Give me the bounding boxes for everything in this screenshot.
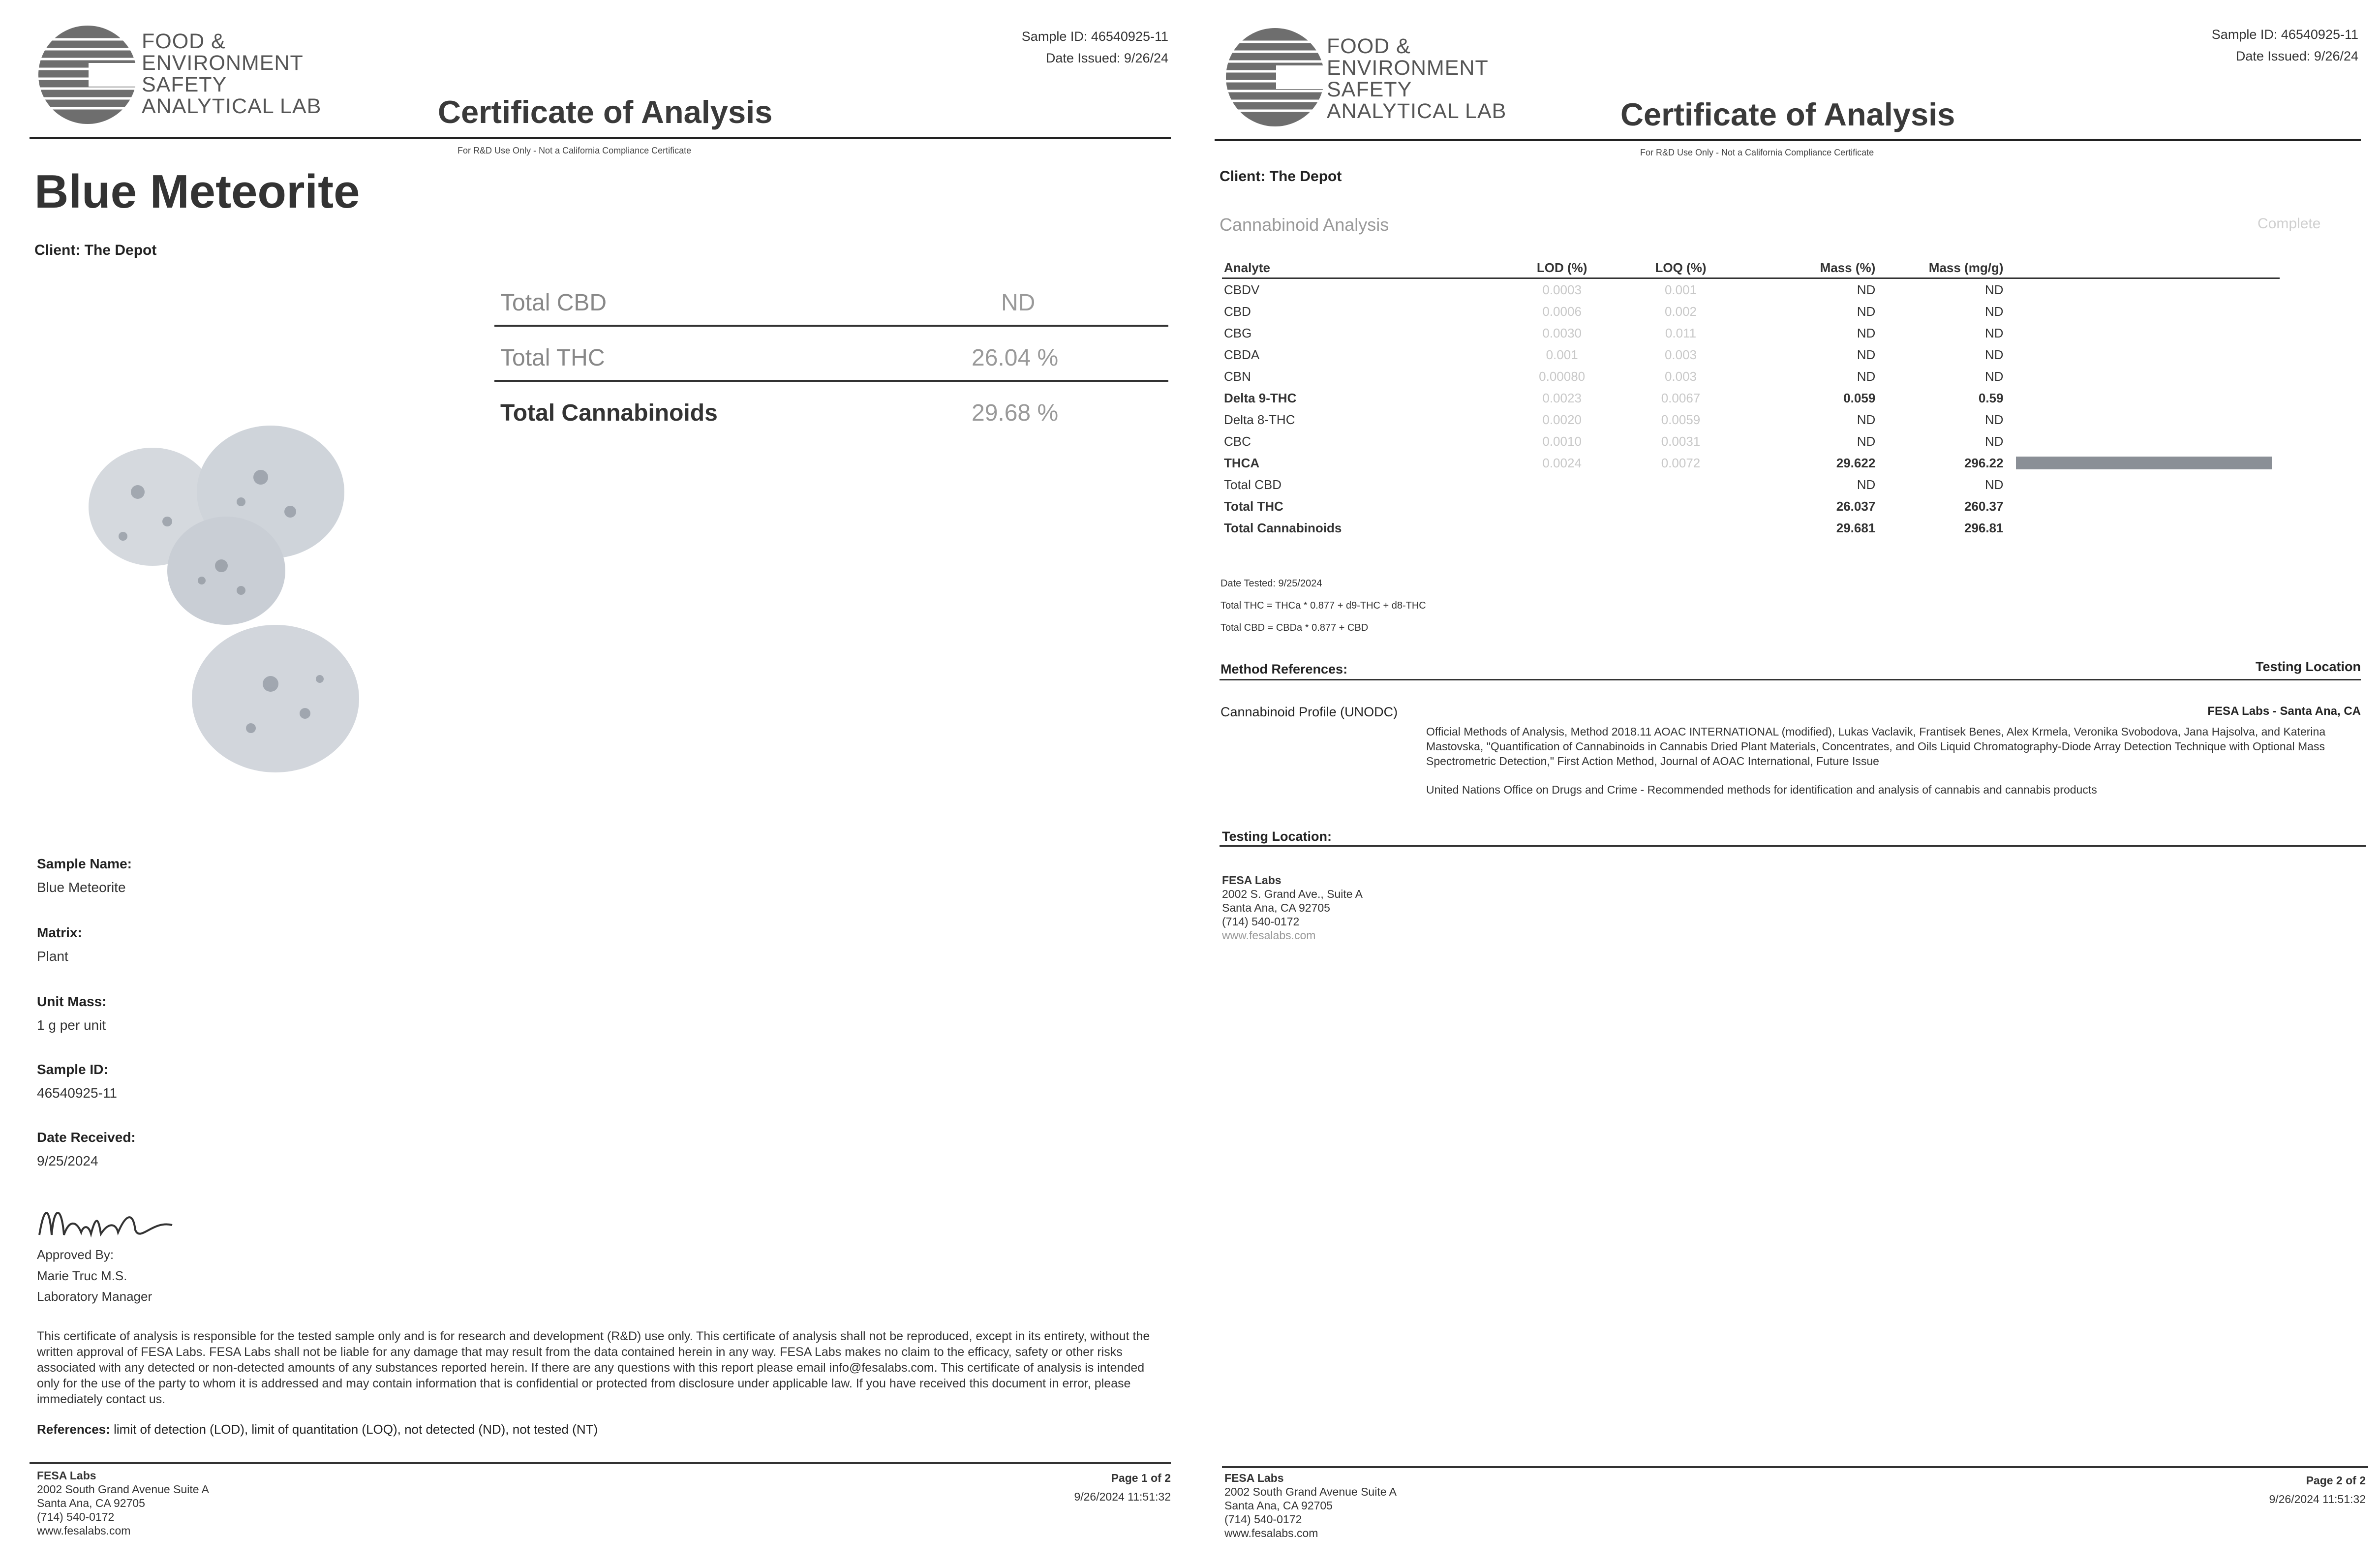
cell-lod xyxy=(1502,474,1621,495)
cell-mass-pct: ND xyxy=(1857,433,1876,449)
footer-addr-line: Santa Ana, CA 92705 xyxy=(1224,1499,1333,1512)
disclaimer: This certificate of analysis is responsible for the tested sample only and is for research and development (R&D) use only. This certificate of analysis shall not be reproduced, except in its entirety, without the written approval of FESA Labs. FESA Labs shall not be liable for any damage that may result from the data contained herein in any way. FESA Labs makes no claim to the efficacy, safety or other risks associated with any detected or non-detected amounts of any substances reported herein. If there are any questions with this report please email info@fesalabs.com. This certificate of analysis is intended only for the use of the party to whom it is addressed and may contain information that is confidential or protected from disclosure under applicable law. If you have received this document in error, please immediately contact us. xyxy=(37,1329,1150,1406)
cell-mass-mg: ND xyxy=(1984,282,2004,297)
summary-row-cbd xyxy=(494,276,1168,327)
field-label: Sample ID: xyxy=(37,1062,108,1077)
col-bar xyxy=(2005,258,2280,278)
footer-divider xyxy=(30,1462,1171,1464)
cell-mass-mg: ND xyxy=(1984,477,2004,492)
logo-line: ANALYTICAL LAB xyxy=(1327,99,1507,123)
cell-bar xyxy=(2005,387,2280,409)
table-header-row xyxy=(1222,258,2280,278)
product-photo xyxy=(64,394,389,797)
location-addr-line: 2002 S. Grand Ave., Suite A xyxy=(1222,888,1363,900)
cell-mass-pct: ND xyxy=(1857,282,1876,297)
cell-mass-mg: 296.81 xyxy=(1964,520,2004,535)
cell-bar xyxy=(2005,517,2280,539)
cell-lod: 0.0030 xyxy=(1542,325,1582,340)
summary-name: Total Cannabinoids xyxy=(500,400,718,426)
references-text: limit of detection (LOD), limit of quantitation (LOQ), not detected (ND), not tested (NT) xyxy=(114,1422,598,1437)
section-title: Cannabinoid Analysis xyxy=(1220,215,1389,235)
logo-line: ANALYTICAL LAB xyxy=(142,94,322,118)
table-row xyxy=(1222,430,2280,452)
cell-lod: 0.0010 xyxy=(1542,433,1582,449)
footer-phone: (714) 540-0172 xyxy=(37,1510,115,1523)
approver-name: Marie Truc M.S. xyxy=(37,1268,127,1283)
cell-mass-pct: 26.037 xyxy=(1836,498,1876,514)
footer-addr-line: 2002 South Grand Avenue Suite A xyxy=(1224,1485,1397,1498)
location-addr-line: Santa Ana, CA 92705 xyxy=(1222,901,1330,914)
table-row xyxy=(1222,301,2280,322)
cell-lod xyxy=(1502,495,1621,517)
cell-analyte: CBDV xyxy=(1224,282,1260,297)
cell-mass-mg: ND xyxy=(1984,412,2004,427)
table-body xyxy=(1222,278,2280,539)
footer-page-number: Page 2 of 2 xyxy=(2306,1474,2366,1487)
field-value: Blue Meteorite xyxy=(37,880,126,895)
method-divider xyxy=(1220,679,2361,680)
summary-name: Total CBD xyxy=(500,290,607,316)
page-title: Certificate of Analysis xyxy=(438,94,773,130)
footer-timestamp: 9/26/2024 11:51:32 xyxy=(1074,1490,1171,1503)
col-mass-mg: Mass (mg/g) xyxy=(1877,258,2005,278)
cell-mass-mg: ND xyxy=(1984,369,2004,384)
footer-address xyxy=(37,1469,209,1537)
footer-website-link[interactable]: www.fesalabs.com xyxy=(1224,1527,1318,1539)
cell-mass-pct: ND xyxy=(1857,477,1876,492)
client-value: The Depot xyxy=(84,242,157,258)
field-label: Date Received: xyxy=(37,1130,136,1145)
cell-loq: 0.003 xyxy=(1664,347,1697,362)
location-website-link[interactable]: www.fesalabs.com xyxy=(1222,929,1316,942)
cannabinoid-table xyxy=(1222,258,2280,539)
col-mass-pct: Mass (%) xyxy=(1740,258,1877,278)
cell-lod: 0.0003 xyxy=(1542,282,1582,297)
lab-logo-text xyxy=(142,31,321,117)
location-phone: (714) 540-0172 xyxy=(1222,915,1300,928)
header-sample-id: Sample ID: 46540925-11 xyxy=(1021,29,1168,44)
header-subtitle: For R&D Use Only - Not a California Compliance Certificate xyxy=(1640,148,1874,157)
table-row xyxy=(1222,474,2280,495)
client-line xyxy=(1220,168,1342,185)
cell-analyte: Delta 9-THC xyxy=(1224,390,1297,405)
summary-value: 26.04 % xyxy=(972,345,1059,371)
summary-value: ND xyxy=(1001,290,1036,316)
cell-analyte: Total Cannabinoids xyxy=(1224,520,1342,535)
field-value: 9/25/2024 xyxy=(37,1153,98,1168)
cell-loq: 0.0059 xyxy=(1661,412,1701,427)
cell-mass-mg: ND xyxy=(1984,304,2004,319)
field-label: Matrix: xyxy=(37,925,82,940)
footer-divider xyxy=(1222,1466,2368,1468)
footer-page-info xyxy=(925,1469,1171,1506)
cell-analyte: Delta 8-THC xyxy=(1224,412,1295,427)
cell-bar xyxy=(2005,278,2280,301)
cell-analyte: CBD xyxy=(1224,304,1251,319)
table-row xyxy=(1222,344,2280,366)
table-row xyxy=(1222,409,2280,430)
cell-analyte: CBC xyxy=(1224,433,1251,449)
location-lab-name: FESA Labs xyxy=(1222,874,1282,887)
cell-mass-pct: ND xyxy=(1857,347,1876,362)
footer-timestamp: 9/26/2024 11:51:32 xyxy=(2269,1493,2366,1506)
mass-bar xyxy=(2016,457,2272,469)
method-location: FESA Labs - Santa Ana, CA xyxy=(2207,705,2361,718)
table-row xyxy=(1222,387,2280,409)
cell-bar xyxy=(2005,322,2280,344)
references xyxy=(37,1422,598,1437)
date-tested: Date Tested: 9/25/2024 xyxy=(1221,578,1322,589)
cell-mass-pct: ND xyxy=(1857,369,1876,384)
client-label: Client: xyxy=(1220,168,1266,184)
cell-lod: 0.0006 xyxy=(1542,304,1582,319)
header-date-issued: Date Issued: 9/26/24 xyxy=(1045,51,1168,65)
footer-website-link[interactable]: www.fesalabs.com xyxy=(37,1524,131,1537)
cell-bar xyxy=(2005,366,2280,387)
summary-value: 29.68 % xyxy=(972,400,1059,426)
cell-loq: 0.003 xyxy=(1664,369,1697,384)
method-citation: Official Methods of Analysis, Method 2018.11 AOAC INTERNATIONAL (modified), Lukas Vaclavik, Frantisek Benes, Alex Krmela, Veronika Svobodova, Jana Hajsolva, and Katerina Mastovska, "Quantification of Cannabinoids in Cannabis Dried Plant Materials, Concentrates, and Oils Liquid Chromatography-Diode Array Detection Technique with Optional Mass Spectrometric Detection," First Action Method, Journal of AOAC International, Future Issue xyxy=(1426,725,2326,768)
location-divider xyxy=(1220,845,2366,847)
header-subtitle: For R&D Use Only - Not a California Compliance Certificate xyxy=(458,146,692,155)
cell-mass-mg: ND xyxy=(1984,433,2004,449)
cell-lod: 0.001 xyxy=(1546,347,1578,362)
cell-analyte: CBG xyxy=(1224,325,1252,340)
testing-location-address xyxy=(1222,873,1363,942)
summary-row-total xyxy=(494,386,1168,435)
references-label: References: xyxy=(37,1422,110,1437)
logo-line: FOOD & xyxy=(1327,34,1411,58)
formula-thc: Total THC = THCa * 0.877 + d9-THC + d8-THC xyxy=(1221,600,1426,611)
col-lod: LOD (%) xyxy=(1502,258,1621,278)
cell-loq: 0.0067 xyxy=(1661,390,1701,405)
field-value: 1 g per unit xyxy=(37,1017,106,1033)
logo-line: FOOD & xyxy=(142,30,226,53)
cell-mass-pct: 0.059 xyxy=(1843,390,1876,405)
cell-loq xyxy=(1621,474,1740,495)
status-badge: Complete xyxy=(2258,215,2321,232)
signature xyxy=(34,1196,182,1250)
table-row xyxy=(1222,278,2280,301)
coa-page-2 xyxy=(1190,0,2380,1567)
cell-mass-mg: 0.59 xyxy=(1978,390,2004,405)
logo-line: SAFETY xyxy=(1327,78,1412,101)
cell-loq xyxy=(1621,495,1740,517)
cell-lod: 0.0023 xyxy=(1542,390,1582,405)
field-label: Unit Mass: xyxy=(37,994,107,1009)
method-name: Cannabinoid Profile (UNODC) xyxy=(1221,705,1398,719)
cell-analyte: CBDA xyxy=(1224,347,1260,362)
lab-logo-text xyxy=(1327,35,1506,122)
table-row xyxy=(1222,517,2280,539)
cell-lod: 0.00080 xyxy=(1539,369,1586,384)
field-value: 46540925-11 xyxy=(37,1085,117,1101)
footer-addr-line: Santa Ana, CA 92705 xyxy=(37,1497,145,1509)
cell-mass-mg: ND xyxy=(1984,347,2004,362)
cell-bar xyxy=(2005,452,2280,474)
cell-loq: 0.0072 xyxy=(1661,455,1701,470)
cell-mass-pct: 29.681 xyxy=(1836,520,1876,535)
lab-logo-icon xyxy=(30,20,153,130)
header-divider xyxy=(30,137,1171,139)
footer-address xyxy=(1224,1471,1397,1540)
cell-loq: 0.0031 xyxy=(1661,433,1701,449)
cell-mass-pct: ND xyxy=(1857,304,1876,319)
footer-phone: (714) 540-0172 xyxy=(1224,1513,1302,1526)
field-label: Sample Name: xyxy=(37,856,132,871)
lab-logo-icon xyxy=(1217,22,1340,133)
field-value: Plant xyxy=(37,949,68,964)
cell-bar xyxy=(2005,344,2280,366)
cell-analyte: THCA xyxy=(1224,455,1260,470)
cell-analyte: Total CBD xyxy=(1224,477,1282,492)
header-meta xyxy=(2075,24,2358,67)
logo-line: ENVIRONMENT xyxy=(142,51,304,75)
col-analyte: Analyte xyxy=(1222,258,1502,278)
cell-lod xyxy=(1502,517,1621,539)
col-loq: LOQ (%) xyxy=(1621,258,1740,278)
client-line xyxy=(34,242,156,259)
footer-lab-name: FESA Labs xyxy=(1224,1472,1284,1484)
logo-line: ENVIRONMENT xyxy=(1327,56,1489,80)
cell-bar xyxy=(2005,474,2280,495)
header-meta xyxy=(885,26,1168,69)
formula-cbd: Total CBD = CBDa * 0.877 + CBD xyxy=(1221,622,1369,633)
cell-mass-pct: ND xyxy=(1857,325,1876,340)
cell-loq xyxy=(1621,517,1740,539)
header-divider xyxy=(1215,139,2361,141)
table-row xyxy=(1222,322,2280,344)
cell-mass-pct: 29.622 xyxy=(1836,455,1876,470)
client-label: Client: xyxy=(34,242,81,258)
cell-mass-mg: ND xyxy=(1984,325,2004,340)
cell-lod: 0.0024 xyxy=(1542,455,1582,470)
approved-by-label: Approved By: xyxy=(37,1247,114,1262)
header-sample-id: Sample ID: 46540925-11 xyxy=(2211,27,2358,42)
cell-lod: 0.0020 xyxy=(1542,412,1582,427)
cell-loq: 0.011 xyxy=(1665,325,1697,340)
cell-mass-mg: 296.22 xyxy=(1964,455,2004,470)
method-citation-unodc: United Nations Office on Drugs and Crime - Recommended methods for identification and analysis of cannabis and cannabis products xyxy=(1426,783,2097,796)
cell-analyte: CBN xyxy=(1224,369,1251,384)
product-name: Blue Meteorite xyxy=(34,165,360,218)
footer-lab-name: FESA Labs xyxy=(37,1469,96,1482)
table-row xyxy=(1222,366,2280,387)
cell-mass-mg: 260.37 xyxy=(1964,498,2004,514)
table-row xyxy=(1222,495,2280,517)
footer-page-number: Page 1 of 2 xyxy=(1111,1472,1171,1484)
approver-title: Laboratory Manager xyxy=(37,1289,153,1304)
client-value: The Depot xyxy=(1269,168,1342,184)
footer-addr-line: 2002 South Grand Avenue Suite A xyxy=(37,1483,209,1496)
testing-location-header: Testing Location xyxy=(2256,659,2361,674)
cell-bar xyxy=(2005,495,2280,517)
footer-page-info xyxy=(2120,1471,2366,1508)
summary-name: Total THC xyxy=(500,345,605,371)
method-references-label: Method References: xyxy=(1221,662,1348,676)
cell-loq: 0.001 xyxy=(1664,282,1697,297)
cell-mass-pct: ND xyxy=(1857,412,1876,427)
cell-bar xyxy=(2005,301,2280,322)
page-title: Certificate of Analysis xyxy=(1620,96,1955,132)
cell-loq: 0.002 xyxy=(1664,304,1697,319)
summary-row-thc xyxy=(494,331,1168,382)
cell-bar xyxy=(2005,430,2280,452)
cell-analyte: Total THC xyxy=(1224,498,1283,514)
header-date-issued: Date Issued: 9/26/24 xyxy=(2235,49,2358,63)
testing-location-label: Testing Location: xyxy=(1222,829,1332,844)
table-row xyxy=(1222,452,2280,474)
cell-bar xyxy=(2005,409,2280,430)
logo-line: SAFETY xyxy=(142,73,227,96)
